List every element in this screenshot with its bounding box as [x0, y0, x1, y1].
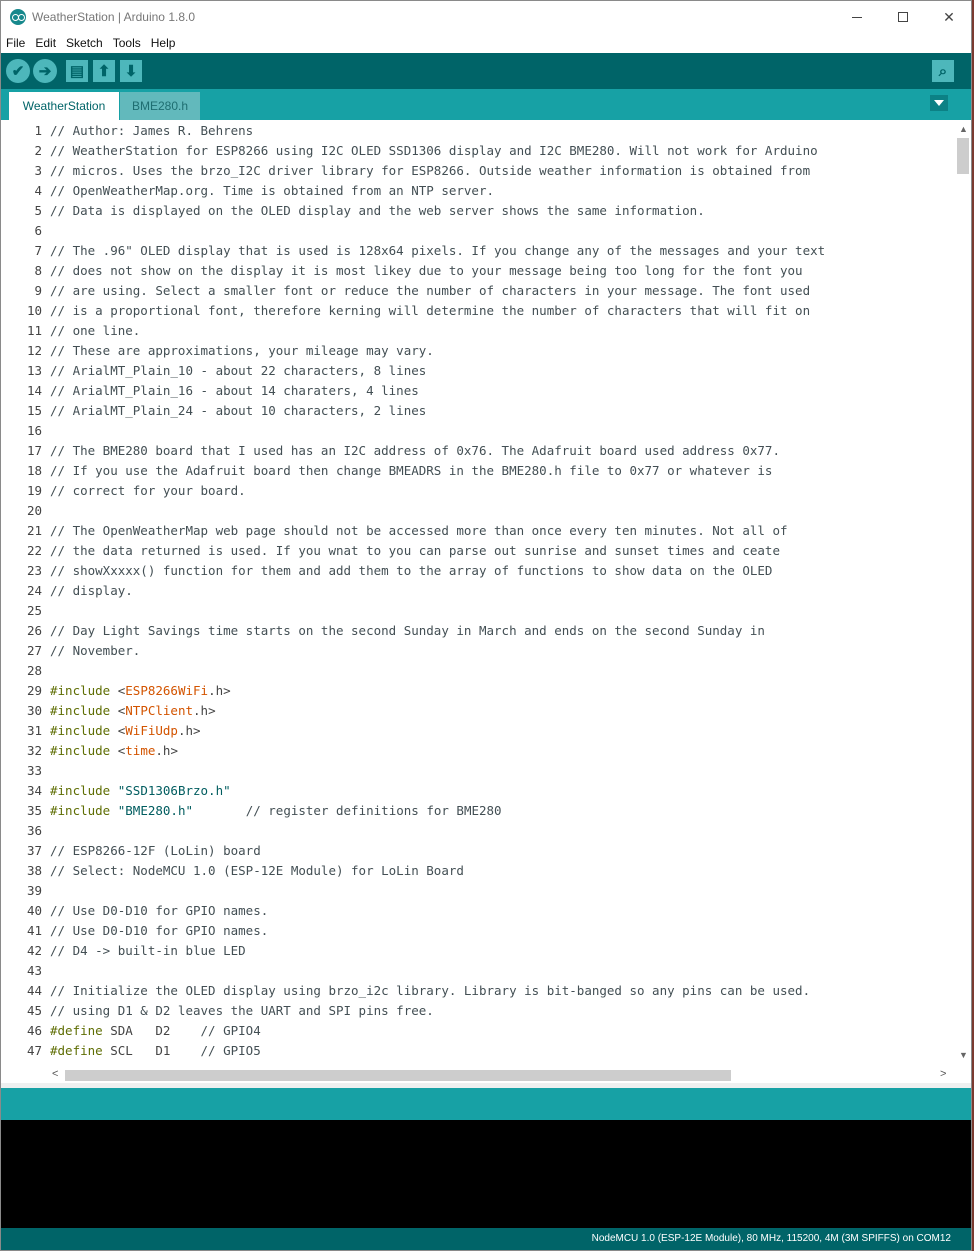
line-number: 34 [26, 783, 42, 798]
window-title: WeatherStation | Arduino 1.8.0 [32, 10, 196, 24]
line-number: 20 [26, 503, 42, 518]
code-line[interactable] [50, 181, 954, 201]
code-token [193, 803, 246, 818]
line-number: 1 [34, 123, 42, 138]
scroll-right-icon[interactable]: > [940, 1068, 947, 1080]
code-line[interactable] [50, 121, 954, 141]
title-bar [1, 1, 971, 33]
line-number: 4 [34, 183, 42, 198]
line-number: 13 [26, 363, 42, 378]
code-line[interactable] [50, 941, 954, 961]
code-line[interactable] [50, 241, 954, 261]
line-number: 26 [26, 623, 42, 638]
code-line[interactable] [50, 441, 954, 461]
line-number: 39 [26, 883, 42, 898]
message-bar [1, 1088, 971, 1120]
close-icon: ✕ [943, 8, 955, 25]
download-arrow-icon: ⬇ [124, 63, 138, 80]
tab-bme280-h[interactable]: BME280.h [120, 92, 200, 120]
code-token: // micros. Uses the brzo_I2C driver library for ESP8266. Outside weather information is obtained from [50, 163, 811, 178]
code-token: // showXxxxx() function for them and add them to the array of functions to show data on the OLED [50, 563, 773, 578]
code-token [110, 783, 118, 798]
code-line[interactable] [50, 1041, 954, 1061]
menu-sketch[interactable]: Sketch [66, 36, 103, 50]
maximize-icon [898, 12, 908, 22]
code-line[interactable] [50, 921, 954, 941]
line-number: 24 [26, 583, 42, 598]
code-line[interactable] [50, 361, 954, 381]
code-line[interactable] [50, 901, 954, 921]
code-line[interactable] [50, 1021, 954, 1041]
code-token: // one line. [50, 323, 141, 338]
toolbar [1, 53, 971, 89]
line-number: 11 [26, 323, 42, 338]
line-number: 27 [26, 643, 42, 658]
line-number: 19 [26, 483, 42, 498]
arrow-right-icon: ➔ [38, 63, 52, 80]
code-token: WiFiUdp [125, 723, 178, 738]
line-number: 37 [26, 843, 42, 858]
line-number: 14 [26, 383, 42, 398]
code-token: // GPIO4 [200, 1023, 261, 1038]
code-token: #include [50, 743, 111, 758]
code-token: // The OpenWeatherMap web page should not be accessed more than once every ten minutes. Not all of [50, 523, 788, 538]
scroll-left-icon[interactable]: < [52, 1068, 59, 1080]
menu-help[interactable]: Help [150, 36, 176, 50]
code-token: // These are approximations, your mileage may vary. [50, 343, 434, 358]
line-number: 12 [26, 343, 42, 358]
line-number: 22 [26, 543, 42, 558]
line-number: 40 [26, 903, 42, 918]
line-number: 44 [26, 983, 42, 998]
tab-menu-button[interactable] [930, 95, 948, 111]
minimize-icon [852, 17, 862, 18]
code-token: #include [50, 783, 111, 798]
code-token: // is a proportional font, therefore kerning will determine the number of characters that will fit on [50, 303, 811, 318]
open-sketch-button[interactable] [93, 60, 115, 82]
code-token: // Initialize the OLED display using brzo_i2c library. Library is bit-banged so any pins can be used. [50, 983, 811, 998]
code-line[interactable] [50, 721, 954, 741]
line-number: 25 [26, 603, 42, 618]
code-line[interactable] [50, 681, 954, 701]
board-info: NodeMCU 1.0 (ESP-12E Module), 80 MHz, 115200, 4M (3M SPIFFS) on COM12 [591, 1233, 951, 1244]
code-token: // The .96" OLED display that is used is 128x64 pixels. If you change any of the messages and your text [50, 243, 826, 258]
code-line[interactable] [50, 561, 954, 581]
code-area[interactable] [50, 121, 954, 1061]
menu-edit[interactable]: Edit [35, 36, 57, 50]
code-token: // OpenWeatherMap.org. Time is obtained from an NTP server. [50, 183, 495, 198]
code-line[interactable] [50, 841, 954, 861]
code-token: .h> [208, 683, 231, 698]
code-token: SDA D2 [102, 1023, 201, 1038]
line-number-gutter [1, 121, 45, 1061]
code-token: // ArialMT_Plain_16 - about 14 charaters, 4 lines [50, 383, 419, 398]
line-number: 5 [34, 203, 42, 218]
code-token: // Use D0-D10 for GPIO names. [50, 923, 269, 938]
code-line[interactable] [50, 641, 954, 661]
code-token: < [110, 683, 126, 698]
code-token: ESP8266WiFi [125, 683, 209, 698]
code-line[interactable] [50, 1001, 954, 1021]
menu-bar [1, 33, 971, 53]
line-number: 3 [34, 163, 42, 178]
line-number: 41 [26, 923, 42, 938]
code-line[interactable] [50, 381, 954, 401]
line-number: 43 [26, 963, 42, 978]
line-number: 32 [26, 743, 42, 758]
code-line[interactable] [50, 281, 954, 301]
chevron-down-icon [934, 100, 944, 106]
code-token: // GPIO5 [200, 1043, 261, 1058]
code-line[interactable] [50, 521, 954, 541]
code-token: // Author: James R. Behrens [50, 123, 254, 138]
line-number: 9 [34, 283, 42, 298]
line-number: 8 [34, 263, 42, 278]
code-token: .h> [177, 723, 201, 738]
magnifier-icon: ⌕ [938, 62, 948, 80]
code-line[interactable] [50, 301, 954, 321]
code-token: // does not show on the display it is most likey due to your message being too long for the font you [50, 263, 803, 278]
code-token: "BME280.h" [117, 803, 194, 818]
close-button[interactable] [926, 1, 972, 33]
vertical-scrollbar[interactable] [955, 120, 971, 1067]
new-sketch-button[interactable] [66, 60, 88, 82]
line-number: 18 [26, 463, 42, 478]
tab-bar [1, 89, 971, 120]
line-number: 28 [26, 663, 42, 678]
code-token: .h> [155, 743, 178, 758]
code-token: #include [50, 703, 111, 718]
check-icon: ✔ [11, 63, 25, 80]
code-line[interactable] [50, 141, 954, 161]
code-line[interactable] [50, 461, 954, 481]
code-line[interactable] [50, 481, 954, 501]
code-line[interactable] [50, 421, 954, 441]
code-line[interactable] [50, 581, 954, 601]
line-number: 35 [26, 803, 42, 818]
code-line[interactable] [50, 201, 954, 221]
maximize-button[interactable] [880, 1, 926, 33]
code-token: // ESP8266-12F (LoLin) board [50, 843, 261, 858]
line-number: 21 [26, 523, 42, 538]
code-line[interactable] [50, 761, 954, 781]
code-line[interactable] [50, 541, 954, 561]
code-token: #define [50, 1043, 103, 1058]
line-number: 46 [26, 1023, 42, 1038]
menu-tools[interactable]: Tools [112, 36, 141, 50]
line-number: 31 [26, 723, 42, 738]
line-number: 38 [26, 863, 42, 878]
code-token: // are using. Select a smaller font or reduce the number of characters in your message. The font used [50, 283, 811, 298]
code-token: // ArialMT_Plain_10 - about 22 characters, 8 lines [50, 363, 427, 378]
horizontal-scrollbar[interactable] [46, 1067, 955, 1083]
code-token: // WeatherStation for ESP8266 using I2C OLED SSD1306 display and I2C BME280. Will not work for Arduino [50, 143, 818, 158]
line-number: 33 [26, 763, 42, 778]
line-number: 47 [26, 1043, 42, 1058]
line-number: 42 [26, 943, 42, 958]
code-token: time [125, 743, 156, 758]
code-token: #include [50, 803, 111, 818]
code-token: // register definitions for BME280 [245, 803, 502, 818]
line-number: 23 [26, 563, 42, 578]
code-token: #include [50, 683, 111, 698]
line-number: 10 [26, 303, 42, 318]
code-token: SCL D1 [102, 1043, 201, 1058]
code-token: // Day Light Savings time starts on the second Sunday in March and ends on the second Sunday in [50, 623, 765, 638]
code-token: < [110, 743, 126, 758]
code-line[interactable] [50, 601, 954, 621]
code-line[interactable] [50, 981, 954, 1001]
horizontal-scroll-thumb[interactable] [65, 1070, 731, 1081]
code-line[interactable] [50, 881, 954, 901]
code-editor[interactable] [1, 120, 971, 1067]
line-number: 15 [26, 403, 42, 418]
console-output[interactable] [1, 1120, 971, 1228]
upload-button[interactable] [33, 59, 57, 83]
code-line[interactable] [50, 401, 954, 421]
code-token [110, 803, 118, 818]
code-token: // display. [50, 583, 133, 598]
line-number: 30 [26, 703, 42, 718]
upload-arrow-icon: ⬆ [97, 63, 111, 80]
code-token: // D4 -> built-in blue LED [50, 943, 246, 958]
scroll-down-icon[interactable]: ▼ [959, 1050, 968, 1060]
code-token: // November. [50, 643, 141, 658]
code-token: < [110, 723, 126, 738]
code-token: #include [50, 723, 111, 738]
code-line[interactable] [50, 701, 954, 721]
code-token: // Use D0-D10 for GPIO names. [50, 903, 269, 918]
code-token: // ArialMT_Plain_24 - about 10 characters, 2 lines [50, 403, 427, 418]
tab-weatherstation[interactable]: WeatherStation [9, 92, 119, 120]
save-sketch-button[interactable] [120, 60, 142, 82]
code-token: "SSD1306Brzo.h" [117, 783, 231, 798]
arduino-logo-icon [10, 9, 26, 25]
verify-button[interactable] [6, 59, 30, 83]
code-line[interactable] [50, 961, 954, 981]
code-line[interactable] [50, 781, 954, 801]
scroll-up-icon[interactable]: ▲ [959, 124, 968, 134]
code-token: // Data is displayed on the OLED display and the web server shows the same information. [50, 203, 705, 218]
code-line[interactable] [50, 861, 954, 881]
line-number: 36 [26, 823, 42, 838]
line-number: 17 [26, 443, 42, 458]
code-token: // The BME280 board that I used has an I2C address of 0x76. The Adafruit board used address 0x77. [50, 443, 780, 458]
code-line[interactable] [50, 161, 954, 181]
code-line[interactable] [50, 821, 954, 841]
code-line[interactable] [50, 501, 954, 521]
code-line[interactable] [50, 801, 954, 821]
code-token: NTPClient [125, 703, 194, 718]
line-number: 2 [34, 143, 42, 158]
serial-monitor-button[interactable] [932, 60, 954, 82]
code-token: // the data returned is used. If you wnat to you can parse out sunrise and sunset times and ceate [50, 543, 780, 558]
vertical-scroll-thumb[interactable] [957, 138, 969, 174]
code-token: // Select: NodeMCU 1.0 (ESP-12E Module) for LoLin Board [50, 863, 464, 878]
code-token: .h> [193, 703, 216, 718]
code-line[interactable] [50, 321, 954, 341]
line-number: 7 [34, 243, 42, 258]
code-token: // using D1 & D2 leaves the UART and SPI pins free. [50, 1003, 434, 1018]
code-token: < [110, 703, 126, 718]
new-file-icon: ▤ [69, 63, 85, 80]
code-line[interactable] [50, 741, 954, 761]
status-bar [1, 1228, 971, 1250]
line-number: 6 [34, 223, 42, 238]
line-number: 45 [26, 1003, 42, 1018]
code-line[interactable] [50, 341, 954, 361]
menu-file[interactable]: File [6, 36, 26, 50]
line-number: 16 [26, 423, 42, 438]
code-token: // correct for your board. [50, 483, 246, 498]
line-number: 29 [26, 683, 42, 698]
code-token: #define [50, 1023, 103, 1038]
code-line[interactable] [50, 661, 954, 681]
code-line[interactable] [50, 261, 954, 281]
minimize-button[interactable] [834, 1, 880, 33]
code-token: // If you use the Adafruit board then change BMEADRS in the BME280.h file to 0x77 or whatever is [50, 463, 773, 478]
code-line[interactable] [50, 221, 954, 241]
code-line[interactable] [50, 621, 954, 641]
